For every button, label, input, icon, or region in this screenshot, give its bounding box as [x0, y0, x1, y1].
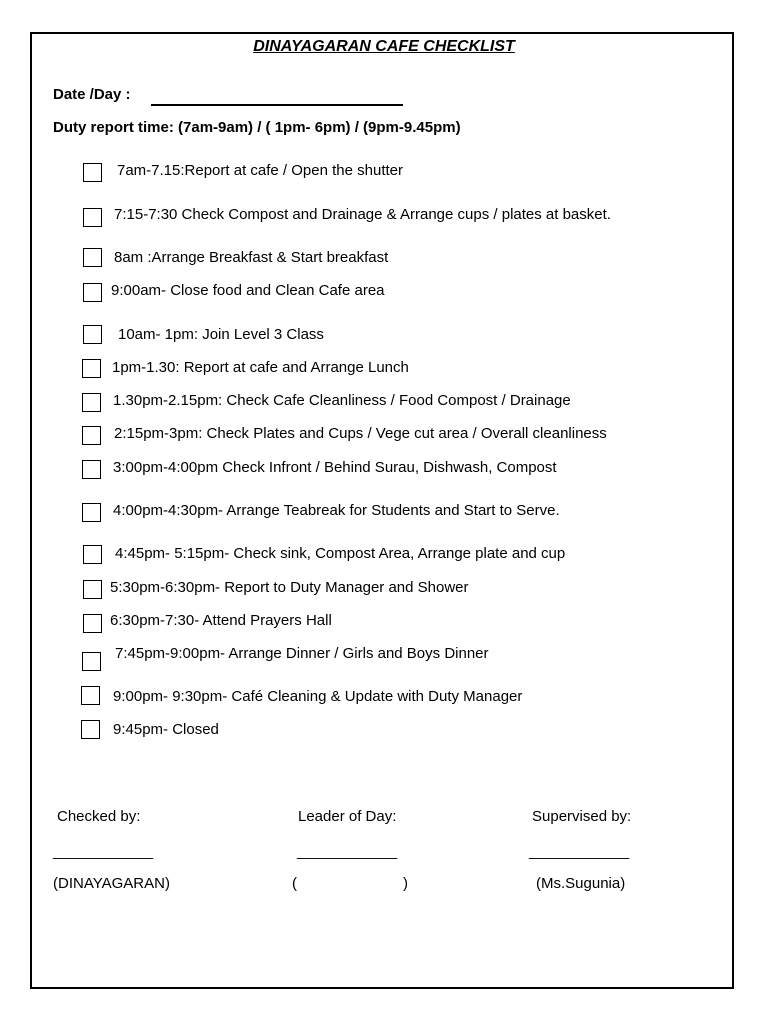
- checklist-item-9: 3:00pm-4:00pm Check Infront / Behind Surau, Dishwash, Compost: [113, 459, 557, 476]
- checklist-item-15: 9:00pm- 9:30pm- Café Cleaning & Update with Duty Manager: [113, 688, 523, 705]
- checklist-item-4: 9:00am- Close food and Clean Cafe area: [111, 282, 385, 299]
- checklist-item-7: 1.30pm-2.15pm: Check Cafe Cleanliness / Food Compost / Drainage: [113, 392, 571, 409]
- checklist-item-1: 7am-7.15:Report at cafe / Open the shutter: [117, 162, 403, 179]
- checklist-item-2: 7:15-7:30 Check Compost and Drainage & Arrange cups / plates at basket.: [114, 206, 611, 223]
- checkbox-1[interactable]: [83, 163, 102, 182]
- checkbox-7[interactable]: [82, 393, 101, 412]
- checklist-item-6: 1pm-1.30: Report at cafe and Arrange Lunch: [112, 359, 409, 376]
- checklist-item-11: 4:45pm- 5:15pm- Check sink, Compost Area, Arrange plate and cup: [115, 545, 566, 562]
- checked-by-label: Checked by:: [57, 808, 141, 825]
- checkbox-13[interactable]: [83, 614, 102, 633]
- checkbox-16[interactable]: [81, 720, 100, 739]
- checkbox-10[interactable]: [82, 503, 101, 522]
- checked-by-name: (DINAYAGARAN): [53, 875, 170, 892]
- checkbox-5[interactable]: [83, 325, 102, 344]
- checklist-item-14: 7:45pm-9:00pm- Arrange Dinner / Girls and Boys Dinner: [115, 645, 489, 662]
- leader-signature-line[interactable]: ____________: [297, 843, 398, 860]
- date-input-line[interactable]: [151, 104, 403, 106]
- checkbox-12[interactable]: [83, 580, 102, 599]
- checkbox-11[interactable]: [83, 545, 102, 564]
- page-title: DINAYAGARAN CAFE CHECKLIST: [253, 38, 515, 55]
- supervised-by-signature-line[interactable]: ____________: [529, 843, 630, 860]
- duty-report-time: Duty report time: (7am-9am) / ( 1pm- 6pm) / (9pm-9.45pm): [53, 119, 461, 136]
- checklist-item-13: 6:30pm-7:30- Attend Prayers Hall: [110, 612, 332, 629]
- leader-of-day-label: Leader of Day:: [298, 808, 397, 825]
- checkbox-4[interactable]: [83, 283, 102, 302]
- checklist-item-12: 5:30pm-6:30pm- Report to Duty Manager and Shower: [110, 579, 469, 596]
- checkbox-14[interactable]: [82, 652, 101, 671]
- checkbox-2[interactable]: [83, 208, 102, 227]
- date-label: Date /Day :: [53, 86, 131, 103]
- supervised-by-name: (Ms.Sugunia): [536, 875, 626, 892]
- checkbox-6[interactable]: [82, 359, 101, 378]
- checked-by-signature-line[interactable]: ____________: [53, 843, 154, 860]
- checklist-item-8: 2:15pm-3pm: Check Plates and Cups / Vege cut area / Overall cleanliness: [114, 425, 607, 442]
- checkbox-15[interactable]: [81, 686, 100, 705]
- leader-name-close-paren: ): [403, 875, 408, 892]
- leader-name-open-paren: (: [292, 875, 297, 892]
- checklist-item-3: 8am :Arrange Breakfast & Start breakfast: [114, 249, 389, 266]
- supervised-by-label: Supervised by:: [532, 808, 632, 825]
- checklist-item-10: 4:00pm-4:30pm- Arrange Teabreak for Students and Start to Serve.: [113, 502, 560, 519]
- checklist-item-5: 10am- 1pm: Join Level 3 Class: [118, 326, 324, 343]
- checkbox-3[interactable]: [83, 248, 102, 267]
- checklist-item-16: 9:45pm- Closed: [113, 721, 219, 738]
- checkbox-8[interactable]: [82, 426, 101, 445]
- checkbox-9[interactable]: [82, 460, 101, 479]
